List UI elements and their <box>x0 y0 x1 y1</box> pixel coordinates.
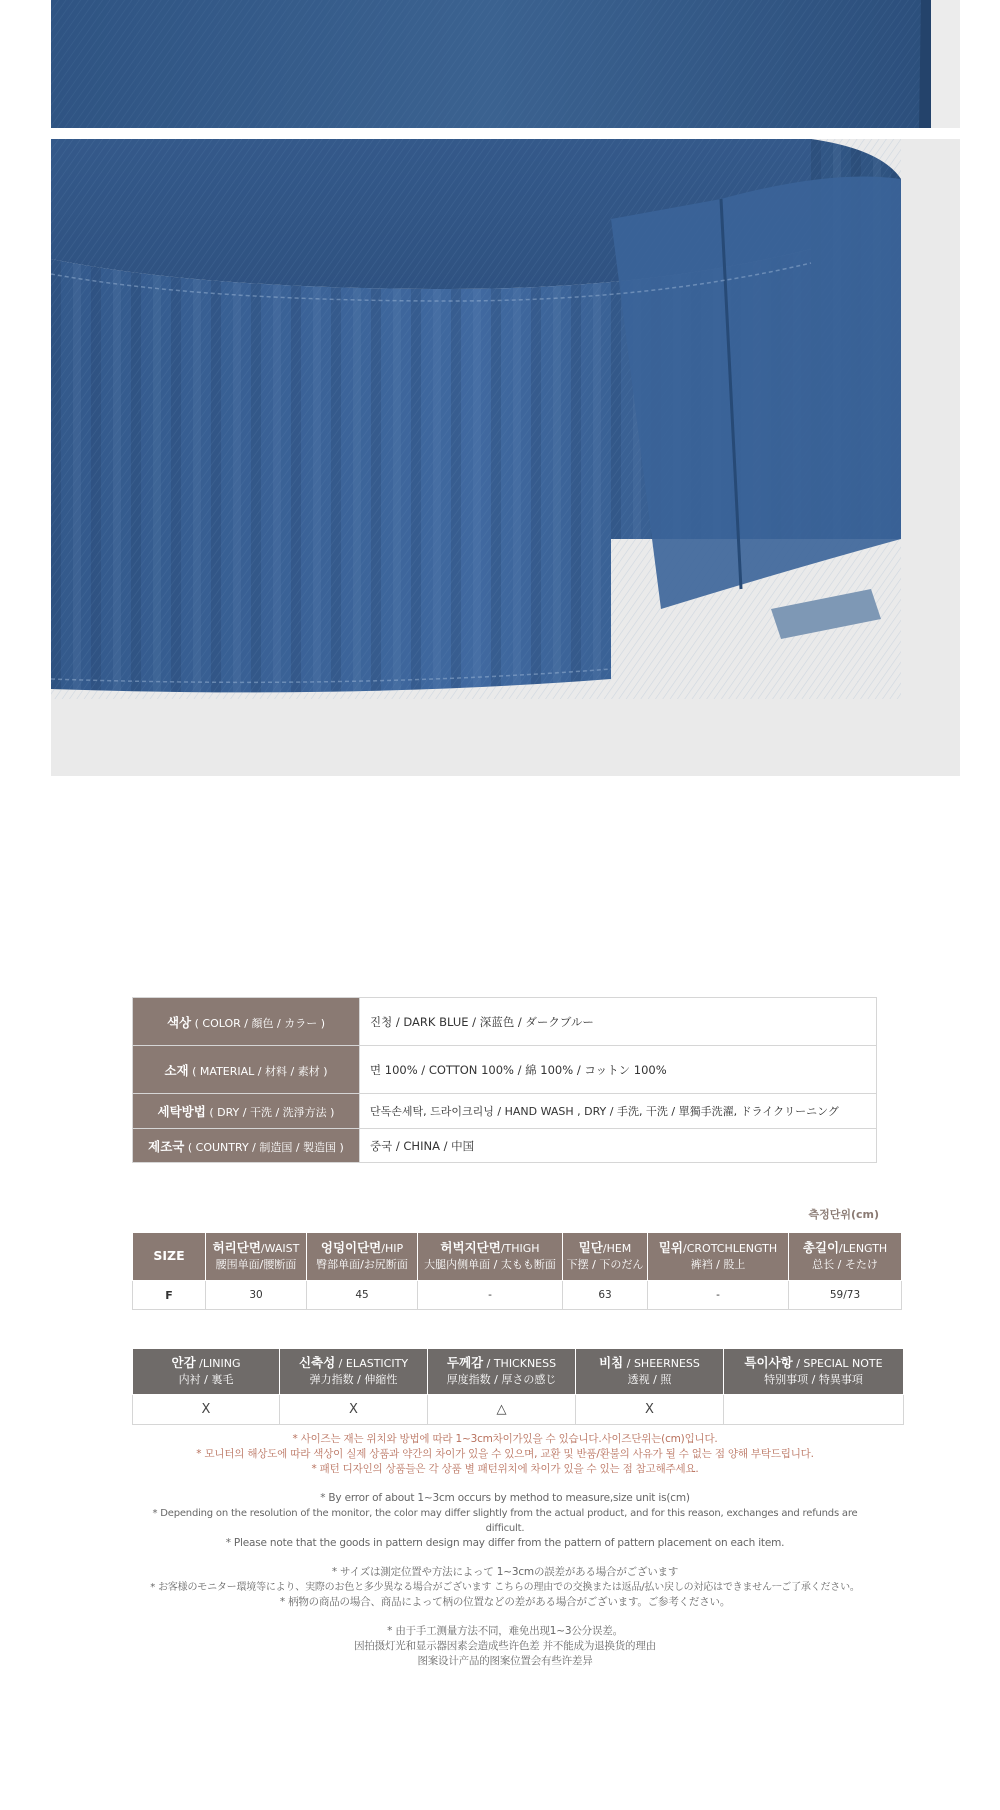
notes-japanese <box>132 1565 878 1610</box>
info-key-main: 색상 <box>166 1014 192 1030</box>
size-header-main: 엉덩이단면 <box>320 1240 382 1255</box>
info-key-main: 세탁방법 <box>157 1104 206 1119</box>
note-line: 因拍摄灯光和显示器因素会造成些许色差 并不能成为退换货的理由 <box>354 1640 656 1652</box>
fabric-header-en: / ELASTICITY <box>335 1357 409 1370</box>
fabric-header-elasticity <box>280 1349 428 1395</box>
note-line: 图案设计产品的图案位置会有些许差异 <box>417 1655 593 1667</box>
fabric-header-sub: 特别事项 / 特異事項 <box>764 1373 863 1386</box>
fabric-header-special <box>724 1349 904 1395</box>
size-header-main: 밑위 <box>658 1240 683 1255</box>
fabric-header-en: / SPECIAL NOTE <box>792 1357 883 1370</box>
fabric-header-main: 비침 <box>599 1355 624 1370</box>
info-row-country <box>133 1129 877 1163</box>
size-cell-crotch: - <box>648 1281 789 1310</box>
size-header-main: 허리단면 <box>212 1240 261 1255</box>
info-key-sub: ( COUNTRY / 制造国 / 製造国 ) <box>187 1140 344 1154</box>
fabric-header-sub: 弹力指数 / 伸縮性 <box>309 1373 398 1386</box>
fabric-header-thickness <box>428 1349 576 1395</box>
note-line: * 패턴 디자인의 상품들은 각 상품 별 패턴위치에 차이가 있을 수 있는 점 참고해주세요. <box>311 1463 699 1475</box>
size-header-en: /CROTCHLENGTH <box>683 1242 778 1255</box>
fabric-header-sub: 厚度指数 / 厚さの感じ <box>446 1373 557 1386</box>
info-value-material: 면 100% / COTTON 100% / 綿 100% / コットン 100% <box>360 1046 877 1094</box>
size-header-waist <box>206 1233 307 1281</box>
size-header-main: 총길이 <box>802 1240 840 1255</box>
note-line: * 柄物の商品の場合、商品によって柄の位置などの差がある場合がございます。ご参考ください。 <box>279 1596 731 1608</box>
info-value-country: 중국 / CHINA / 中国 <box>360 1129 877 1163</box>
size-header-main: 허벅지단면 <box>440 1240 501 1255</box>
info-key-sub: ( DRY / 干洗 / 洗淨方法 ) <box>209 1106 335 1119</box>
note-line: * By error of about 1~3cm occurs by method to measure,size unit is(cm) <box>320 1492 690 1504</box>
size-cell-size: F <box>133 1281 206 1310</box>
fabric-header-sheerness <box>576 1349 724 1395</box>
denim-fabric-image <box>51 0 960 128</box>
fabric-value-lining: X <box>133 1395 280 1425</box>
fabric-header-main: 안감 <box>171 1355 196 1370</box>
size-header-crotch <box>648 1233 789 1281</box>
notes-korean <box>132 1432 878 1477</box>
fabric-value-elasticity: X <box>280 1395 428 1425</box>
note-line: * お客様のモニター環境等により、実際のお色と多少異なる場合がございます こちらの理由での交換または返品/払い戻しの対応はできませんㅡご了承ください。 <box>150 1582 860 1593</box>
size-header-en: /THIGH <box>500 1242 540 1255</box>
product-info-table <box>132 997 877 1163</box>
info-key-sub: ( COLOR / 顏色 / カラー ) <box>194 1016 325 1030</box>
fabric-header-row <box>133 1349 904 1395</box>
size-header-length <box>789 1233 902 1281</box>
fabric-header-en: /LINING <box>195 1357 241 1370</box>
denim-ruffle-image <box>51 139 960 776</box>
notes-section <box>132 1432 878 1683</box>
size-header-en: /HEM <box>602 1242 632 1255</box>
size-cell-length: 59/73 <box>789 1281 902 1310</box>
size-header-sub: 总长 / そたけ <box>812 1258 878 1271</box>
fabric-header-main: 두께감 <box>446 1355 484 1370</box>
note-line: * 由于手工测量方法不同，难免出现1~3公分误差。 <box>387 1625 623 1637</box>
note-line: * 모니터의 해상도에 따라 색상이 실제 상품과 약간의 차이가 있을 수 있으며, 교환 및 반품/환불의 사유가 될 수 없는 점 양해 부탁드립니다. <box>196 1448 814 1460</box>
info-row-material <box>133 1046 877 1094</box>
size-header-hip <box>307 1233 418 1281</box>
size-row <box>133 1281 902 1310</box>
fabric-value-thickness: △ <box>428 1395 576 1425</box>
denim-photo-ruffle <box>51 139 960 776</box>
fabric-value-special <box>724 1395 904 1425</box>
fabric-header-main: 특이사항 <box>744 1355 793 1370</box>
note-line: * Please note that the goods in pattern design may differ from the pattern of pattern placement on each item. <box>225 1537 785 1549</box>
size-header-main: 밑단 <box>578 1240 603 1255</box>
size-header-size <box>133 1233 206 1281</box>
size-header-thigh <box>418 1233 563 1281</box>
size-header-sub: 腰围单面/腰断面 <box>215 1258 297 1271</box>
note-line: * Depending on the resolution of the monitor, the color may differ slightly from the actual product, and for this reason, exchanges and refunds are difficult. <box>152 1508 858 1534</box>
size-cell-thigh: - <box>418 1281 563 1310</box>
info-key-main: 소재 <box>164 1062 189 1078</box>
measurement-unit-label: 측정단위(cm) <box>808 1208 879 1221</box>
denim-photo-top <box>51 0 960 128</box>
size-header-en: /HIP <box>381 1242 404 1255</box>
size-header-sub: 大腿内侧单面 / 太もも断面 <box>424 1258 556 1271</box>
info-key-country <box>133 1129 360 1163</box>
size-cell-hip: 45 <box>307 1281 418 1310</box>
notes-english <box>132 1491 878 1551</box>
info-row-color <box>133 998 877 1046</box>
fabric-header-sub: 内衬 / 裏毛 <box>178 1373 234 1386</box>
info-value-wash: 단독손세탁, 드라이크리닝 / HAND WASH , DRY / 手洗, 干洗 / 單獨手洗濯, ドライクリーニング <box>360 1094 877 1129</box>
info-row-wash <box>133 1094 877 1129</box>
size-cell-hem: 63 <box>563 1281 648 1310</box>
fabric-header-lining <box>133 1349 280 1395</box>
size-table <box>132 1232 902 1310</box>
info-key-color <box>133 998 360 1046</box>
size-header-sub: 裤裆 / 股上 <box>690 1258 746 1271</box>
notes-chinese <box>132 1624 878 1669</box>
info-key-sub: ( MATERIAL / 材料 / 素材 ) <box>192 1064 328 1078</box>
size-header-hem <box>563 1233 648 1281</box>
fabric-header-sub: 透视 / 照 <box>627 1373 672 1386</box>
fabric-value-sheerness: X <box>576 1395 724 1425</box>
size-header-main: SIZE <box>153 1248 185 1263</box>
fabric-header-en: / SHEERNESS <box>623 1357 700 1370</box>
size-header-en: /WAIST <box>260 1242 300 1255</box>
note-line: * 사이즈는 재는 위치와 방법에 따라 1~3cm차이가있을 수 있습니다.사이즈단위는(cm)입니다. <box>292 1433 718 1445</box>
note-line: * サイズは測定位置や方法によって 1~3cmの誤差がある場合がございます <box>331 1566 679 1578</box>
size-cell-waist: 30 <box>206 1281 307 1310</box>
size-header-sub: 下摆 / 下のだん <box>566 1258 644 1271</box>
info-key-material <box>133 1046 360 1094</box>
fabric-header-main: 신축성 <box>298 1355 336 1370</box>
fabric-header-en: / THICKNESS <box>483 1357 557 1370</box>
fabric-info-table <box>132 1348 904 1425</box>
size-header-en: /LENGTH <box>839 1242 888 1255</box>
info-value-color: 진청 / DARK BLUE / 深蓝色 / ダークブルー <box>360 998 877 1046</box>
fabric-value-row <box>133 1395 904 1425</box>
info-key-main: 제조국 <box>148 1138 185 1154</box>
size-header-row <box>133 1233 902 1281</box>
size-header-sub: 臀部单面/お尻断面 <box>316 1258 408 1271</box>
info-key-wash <box>133 1094 360 1129</box>
